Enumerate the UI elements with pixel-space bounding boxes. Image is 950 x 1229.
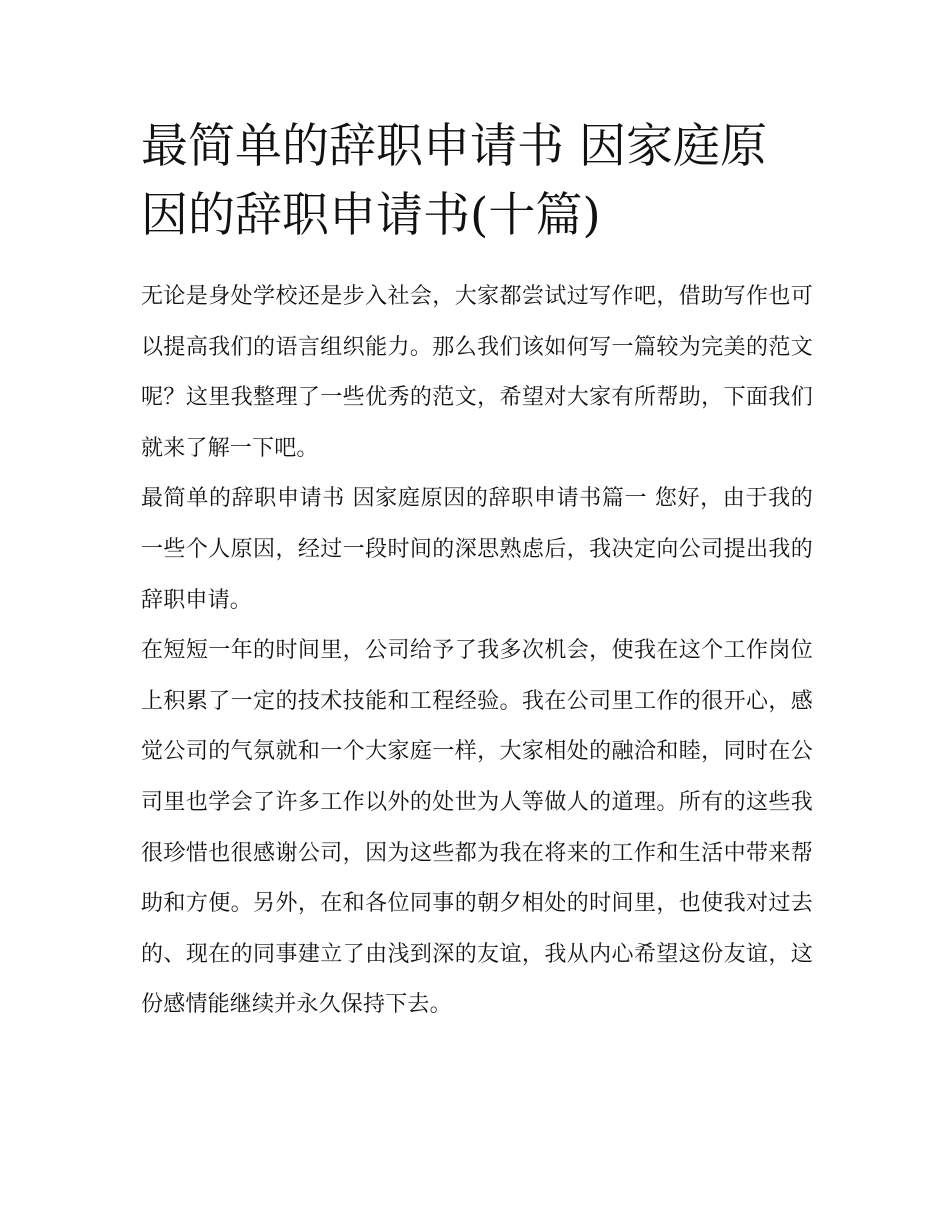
intro-paragraph: 无论是身处学校还是步入社会，大家都尝试过写作吧，借助写作也可以提高我们的语言组织能力。那么我们该如何写一篇较为完美的范文呢？这里我整理了一些优秀的范文，希望对大家有所帮助，下面我们就来了解一下吧。 [141,284,813,461]
letter-opening-paragraph: 最简单的辞职申请书 因家庭原因的辞职申请书篇一 您好，由于我的一些个人原因，经过一段时间的深思熟虑后，我决定向公司提出我的辞职申请。 [141,486,813,613]
letter-body-paragraph: 在短短一年的时间里，公司给予了我多次机会，使我在这个工作岗位上积累了一定的技术技能和工程经验。我在公司里工作的很开心，感觉公司的气氛就和一个大家庭一样，大家相处的融洽和睦，同时在公司里也学会了许多工作以外的处世为人等做人的道理。所有的这些我很珍惜也很感谢公司，因为这些都为我在将来的工作和生活中带来帮助和方便。另外，在和各位同事的朝夕相处的时间里，也使我对过去的、现在的同事建立了由浅到深的友谊，我从内心希望这份友谊，这份感情能继续并永久保持下去。 [141,638,813,1018]
document-title: 最简单的辞职申请书 因家庭原因的辞职申请书(十篇) [141,119,767,243]
document-body [141,112,813,1031]
